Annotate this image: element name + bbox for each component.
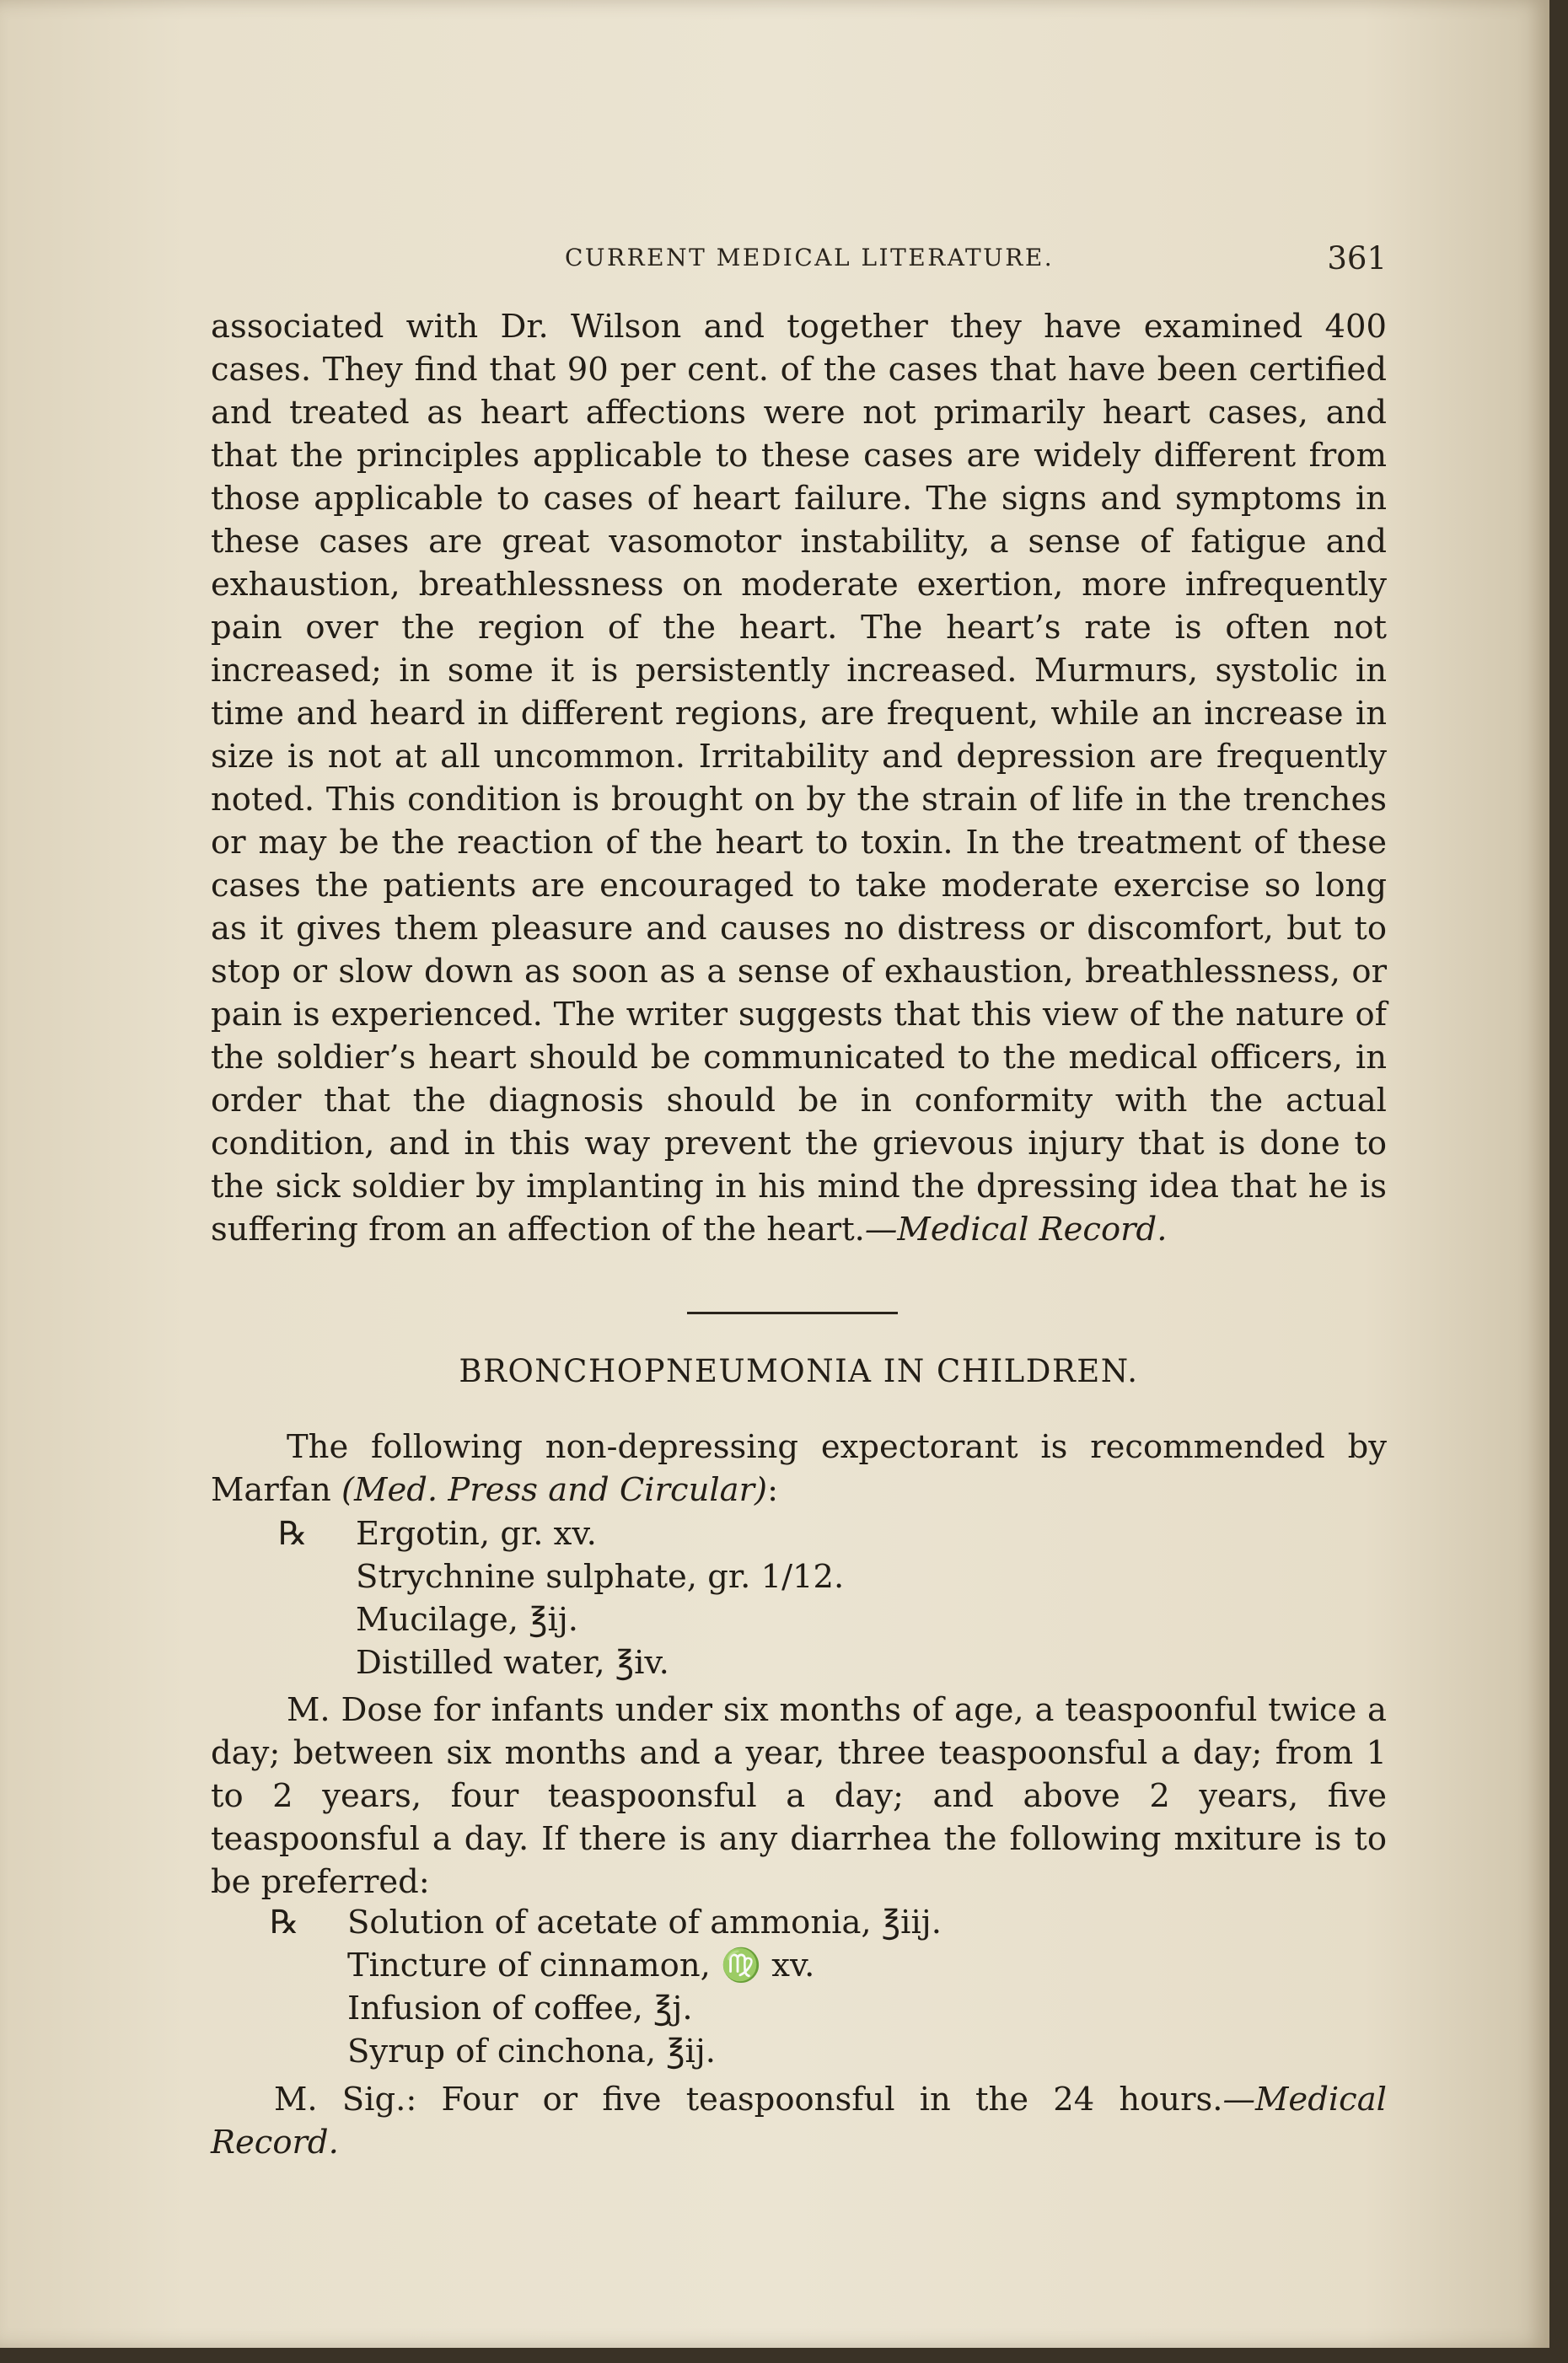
rx-symbol-icon: ℞ — [270, 1904, 299, 1941]
signature-paragraph — [211, 2078, 1387, 2164]
prescription-line — [270, 2030, 1366, 2073]
prescription-item: Tincture of cinnamon, ♍ xv. — [347, 1947, 815, 1984]
running-head: CURRENT MEDICAL LITERATURE. — [565, 244, 1055, 271]
prescription-item: Ergotin, gr. xv. — [356, 1515, 597, 1553]
prescription-line — [278, 1598, 1374, 1641]
prescription-2 — [270, 1901, 1366, 2073]
intro-paragraph — [211, 1426, 1387, 1512]
article-body-text: associated with Dr. Wilson and together they have examined 400 cases. They find that 90 per cent. of the cases that have been certified and treated as heart affections were not primarily heart cases, and that the principles applicable to these cases are widely different from those applicable to cases of heart failure. The signs and symptoms in these cases are great vasomotor instability, a sense of fatigue and exhaustion, breathlessness on moderate exertion, more infrequently pain over the region of the heart. The heart’s rate is often not increased; in some it is persistently increased. Murmurs, systolic in time and heard in different regions, are frequent, while an increase in size is not at all uncommon. Irritability and depression are frequently noted. This condition is brought on by the strain of life in the trenches or may be the reaction of the heart to toxin. In the treatment of these cases the patients are encouraged to take moderate exercise so long as it gives them pleasure and causes no distress or discomfort, but to stop or slow down as soon as a sense of exhaustion, breathlessness, or pain is experienced. The writer suggests that this view of the nature of the soldier’s heart should be communicated to the medical officers, in order that the diagnosis should be in conformity with the actual condition, and in this way prevent the grievous injury that is done to the sick soldier by implanting in his mind the dpressing idea that he is suffering from an affection of the heart. — [211, 308, 1387, 1249]
prescription-item: Mucilage, ℥ij. — [356, 1601, 578, 1639]
section-divider — [687, 1312, 898, 1314]
prescription-item: Syrup of cinchona, ℥ij. — [347, 2033, 717, 2070]
prescription-line — [278, 1641, 1374, 1684]
prescription-item: Infusion of coffee, ℥j. — [347, 1990, 693, 2027]
intro-citation: (Med. Press and Circular) — [341, 1471, 768, 1509]
article-body-paragraph — [211, 305, 1387, 1251]
page-number: 361 — [1327, 240, 1387, 277]
prescription-item: Strychnine sulphate, gr. 1/12. — [356, 1558, 845, 1596]
intro-end: : — [767, 1471, 779, 1509]
article-source: —Medical Record. — [864, 1211, 1168, 1249]
prescription-line — [270, 1944, 1366, 1987]
prescription-item: Solution of acetate of ammonia, ℥iij. — [347, 1904, 942, 1941]
prescription-line — [278, 1512, 1374, 1555]
prescription-1 — [278, 1512, 1374, 1684]
signature-source: —Medical Record. — [211, 2081, 1387, 2162]
signature-text: M. Sig.: Four or five teaspoonsful in the 24 hours. — [274, 2081, 1223, 2119]
prescription-line — [270, 1987, 1366, 2030]
dosage-paragraph: M. Dose for infants under six months of age, a teaspoonful twice a day; between six months and a year, three teaspoonsful a day; from 1 to 2 years, four teaspoonsful a day; and above 2 years, five teaspoonsful a day. If there is any diarrhea the following mxiture is to be preferred: — [211, 1691, 1387, 1901]
section-title: BRONCHOPNEUMONIA IN CHILDREN. — [459, 1353, 1139, 1389]
intro-text: The following non-depressing expectorant is recommended by Marfan — [211, 1428, 1387, 1509]
prescription-line — [278, 1555, 1374, 1598]
prescription-item: Distilled water, ℥iv. — [356, 1644, 669, 1682]
rx-symbol-icon: ℞ — [278, 1515, 308, 1553]
prescription-line — [270, 1901, 1366, 1944]
page-header — [211, 232, 1387, 282]
